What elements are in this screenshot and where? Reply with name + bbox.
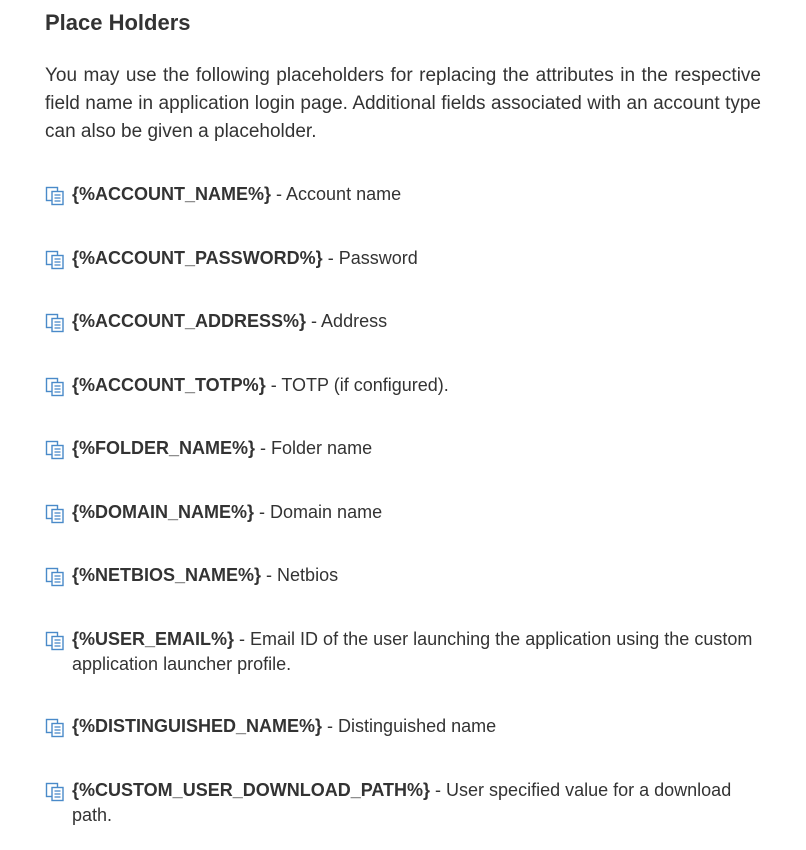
placeholder-item-domain-name <box>45 500 761 525</box>
placeholder-item-custom-user-download-path <box>45 778 761 828</box>
copy-icon[interactable] <box>45 250 65 270</box>
section-intro: You may use the following placeholders for replacing the attributes in the respective field name in application login page. Additional fields associated with an account type can also be given a placeholder. <box>45 65 761 142</box>
copy-icon[interactable] <box>45 377 65 397</box>
copy-icon[interactable] <box>45 718 65 738</box>
copy-icon[interactable] <box>45 631 65 651</box>
copy-icon[interactable] <box>45 567 65 587</box>
placeholder-text <box>72 500 761 525</box>
placeholder-text <box>72 563 761 588</box>
placeholder-description: - Account name <box>271 184 402 204</box>
placeholder-description: - Folder name <box>255 438 373 458</box>
placeholder-token: {%ACCOUNT_TOTP%} <box>72 375 266 395</box>
placeholder-text <box>72 627 761 677</box>
placeholder-token: {%FOLDER_NAME%} <box>72 438 256 458</box>
placeholder-description: - Netbios <box>261 565 339 585</box>
placeholder-item-account-name <box>45 182 761 207</box>
placeholder-text <box>72 778 761 828</box>
copy-icon[interactable] <box>45 782 65 802</box>
placeholder-text <box>72 714 761 739</box>
placeholder-token: {%ACCOUNT_NAME%} <box>72 184 272 204</box>
placeholder-description: - Address <box>306 311 388 331</box>
placeholder-item-account-address <box>45 309 761 334</box>
placeholder-text <box>72 373 761 398</box>
copy-icon[interactable] <box>45 186 65 206</box>
placeholder-description: - Domain name <box>254 502 383 522</box>
copy-icon[interactable] <box>45 440 65 460</box>
placeholder-description: - Distinguished name <box>322 716 497 736</box>
placeholder-item-user-email <box>45 627 761 677</box>
section-title: Place Holders <box>45 10 191 35</box>
placeholder-text <box>72 246 761 271</box>
placeholder-token: {%ACCOUNT_ADDRESS%} <box>72 311 307 331</box>
placeholder-token: {%DOMAIN_NAME%} <box>72 502 255 522</box>
placeholder-token: {%CUSTOM_USER_DOWNLOAD_PATH%} <box>72 780 431 800</box>
placeholder-description: - Password <box>322 248 418 268</box>
placeholder-item-account-totp <box>45 373 761 398</box>
placeholder-item-netbios-name <box>45 563 761 588</box>
placeholder-item-account-password <box>45 246 761 271</box>
placeholder-token: {%NETBIOS_NAME%} <box>72 565 262 585</box>
placeholder-item-folder-name <box>45 436 761 461</box>
placeholder-description: - TOTP (if configured). <box>265 375 449 395</box>
copy-icon[interactable] <box>45 504 65 524</box>
placeholder-item-distinguished-name <box>45 714 761 739</box>
placeholder-description: - User specified value for a download path. <box>72 780 732 825</box>
placeholder-text <box>72 182 761 207</box>
placeholder-token: {%ACCOUNT_PASSWORD%} <box>72 248 323 268</box>
placeholder-text <box>72 436 761 461</box>
placeholder-text <box>72 309 761 334</box>
placeholder-token: {%DISTINGUISHED_NAME%} <box>72 716 323 736</box>
copy-icon[interactable] <box>45 313 65 333</box>
placeholder-token: {%USER_EMAIL%} <box>72 629 235 649</box>
placeholder-description: - Email ID of the user launching the application using the custom application launcher profile. <box>72 629 753 674</box>
